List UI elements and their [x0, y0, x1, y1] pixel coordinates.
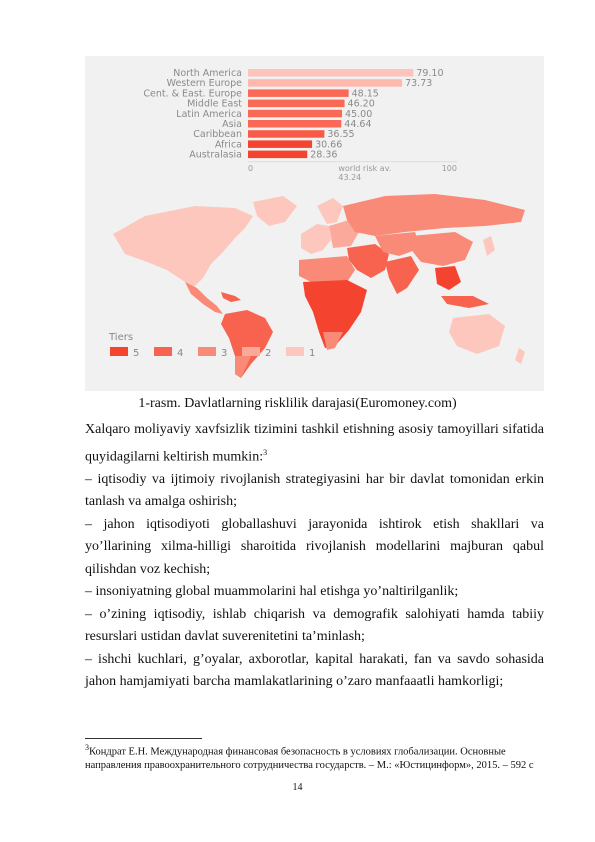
footnote-text: Кондрат Е.Н. Международная финансовая безопасность в условиях глобализации. Основные направления правоохранительного сотрудничества государств. – М.: «Юстицинформ», 2015. – 592 с — [85, 746, 534, 771]
map-western-europe — [301, 224, 331, 254]
map-new-zealand — [515, 348, 525, 364]
tiers-legend — [108, 332, 315, 359]
legend-title: Tiers — [109, 332, 134, 343]
paragraph-intro — [85, 419, 544, 469]
legend-swatch — [242, 347, 260, 356]
bar-value-label: 73.73 — [405, 78, 433, 90]
bar-category-label: Middle East — [187, 98, 242, 110]
world-average-value: 43.24 — [338, 172, 362, 182]
bar-value-label: 46.20 — [347, 98, 375, 110]
map-central-america — [185, 282, 223, 314]
body-text — [85, 419, 544, 694]
bar-value-label: 36.55 — [327, 129, 355, 141]
bar — [248, 79, 402, 87]
map-north-america — [113, 206, 253, 288]
bar — [248, 140, 312, 148]
bar-category-label: Caribbean — [193, 129, 242, 141]
map-australia — [449, 314, 505, 354]
map-russia — [343, 194, 525, 236]
bar-category-label: Cent. & East. Europe — [143, 88, 242, 100]
world-risk-map — [113, 194, 525, 378]
map-china — [411, 232, 473, 266]
bar — [248, 130, 324, 138]
legend-label: 2 — [265, 348, 272, 359]
footnote-number: 3 — [85, 743, 89, 752]
map-scandinavia — [317, 198, 343, 224]
paragraph-item-2: – jahon iqtisodiyoti globallashuvi jarayonida ishtirok etish shakllari va yo’llarining xilma-hilligi sharoitida rivojlanish modellarini majburan qabul qilishdan voz kechish; — [85, 516, 544, 577]
legend-swatch — [286, 347, 304, 356]
paragraph-intro-text: Xalqaro moliyaviy xavfsizlik tizimini tashkil etishning asosiy tamoyillari sifatida quyidagilarni keltirish mumkin: — [85, 422, 544, 465]
legend-label: 1 — [309, 348, 316, 359]
x-axis-min-label: 0 — [248, 163, 254, 173]
bar-value-label: 45.00 — [345, 108, 373, 120]
paragraph-item-5: – ishchi kuchlari, g’oyalar, axborotlar, kapital harakati, fan va savdo sohasida jahon hamjamiyati barcha mamlakatlarining o’zaro manfaaatli hamkorligi; — [85, 651, 544, 690]
paragraph-item-4: – o’zining iqtisodiy, ishlab chiqarish va demografik salohiyati hamda tabiiy resurslari ustidan davlat suverenitetini ta’minlash; — [85, 606, 544, 645]
footnote — [85, 741, 544, 773]
legend-label: 5 — [133, 348, 140, 359]
footnote-divider — [85, 738, 202, 739]
bar-value-label: 28.36 — [310, 149, 338, 161]
bar-chart — [143, 68, 457, 182]
legend-swatch — [110, 347, 128, 356]
bar-category-label: North America — [173, 68, 242, 79]
risk-figure — [85, 56, 544, 391]
map-greenland — [253, 196, 297, 226]
bar-value-label: 30.66 — [315, 139, 343, 151]
bar-category-label: Asia — [222, 119, 242, 130]
footnote-ref: 3 — [263, 447, 268, 457]
map-southeast-asia — [435, 266, 461, 290]
paragraph-item-1: – iqtisodiy va ijtimoiy rivojlanish strategiyasini har bir davlat tomonidan erkin tanlash va amalga oshirish; — [85, 471, 544, 510]
legend-label: 4 — [177, 348, 184, 359]
bar — [248, 100, 345, 108]
map-indonesia — [441, 296, 489, 308]
bar — [248, 69, 413, 77]
bar-category-label: Africa — [214, 139, 242, 151]
bar — [248, 151, 307, 159]
legend-swatch — [154, 347, 172, 356]
map-south-america — [221, 310, 273, 378]
world-average-label: world risk av. — [338, 163, 392, 173]
risk-chart-svg — [85, 56, 544, 391]
page-number: 14 — [292, 782, 303, 793]
map-caribbean — [221, 292, 241, 302]
map-south-asia — [385, 256, 419, 294]
bar-category-label: Australasia — [189, 149, 242, 161]
bar-category-label: Latin America — [176, 108, 242, 120]
bar — [248, 89, 349, 97]
paragraph-item-3: – insoniyatning global muammolarini hal etishga yo’naltirilganlik; — [85, 584, 459, 600]
figure-caption: 1-rasm. Davlatlarning risklilik darajasi(Euromoney.com) — [138, 396, 457, 411]
bar-value-label: 79.10 — [416, 68, 444, 79]
map-north-africa — [299, 256, 355, 284]
bar — [248, 110, 342, 118]
bar-value-label: 48.15 — [351, 88, 379, 100]
bar — [248, 120, 341, 128]
bar-category-label: Western Europe — [166, 78, 242, 90]
bar-value-label: 44.64 — [344, 119, 372, 130]
legend-swatch — [198, 347, 216, 356]
x-axis-max-label: 100 — [441, 163, 457, 173]
legend-label: 3 — [221, 348, 228, 359]
map-japan — [483, 236, 495, 256]
